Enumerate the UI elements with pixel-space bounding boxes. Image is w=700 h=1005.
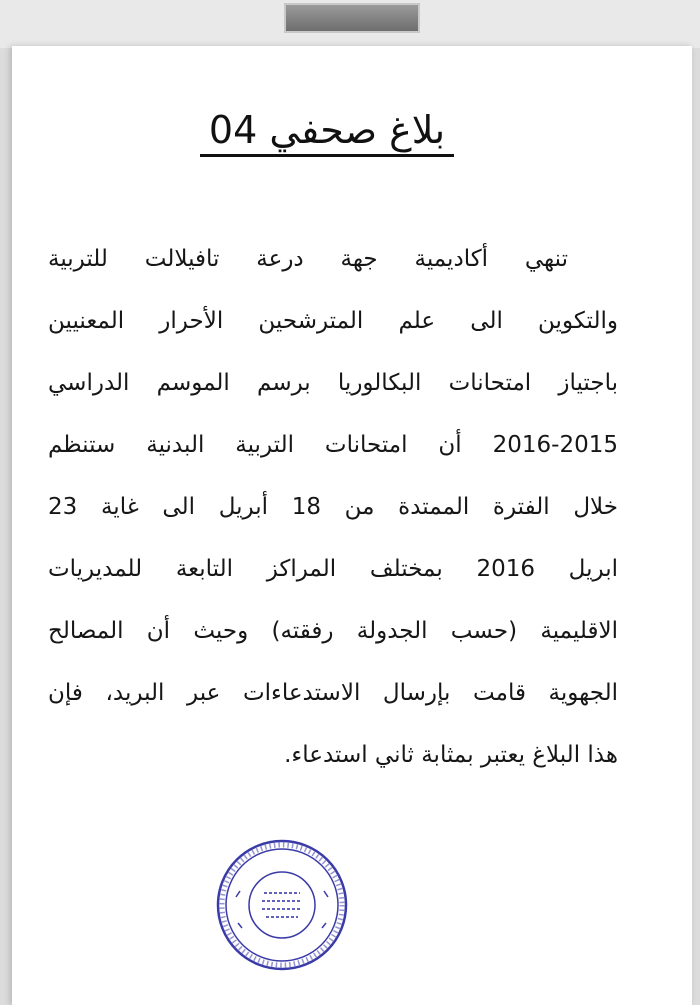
title-underline: [200, 154, 454, 157]
body-line: تنهي أكاديمية جهة درعة تافيلالت للتربية: [48, 246, 568, 272]
announcement-body: [48, 228, 618, 786]
body-line: 2016-2015 أن امتحانات التربية البدنية ستنظم: [48, 432, 618, 458]
body-line: خلال الفترة الممتدة من 18 أبريل الى غاية 23: [48, 494, 618, 520]
official-stamp: [212, 835, 352, 975]
body-line: هذا البلاغ يعتبر بمثابة ثاني استدعاء.: [284, 742, 618, 768]
body-line: الجهوية قامت بإرسال الاستدعاءات عبر البريد، فإن: [48, 680, 618, 706]
body-line: ابريل 2016 بمختلف المراكز التابعة للمديريات: [48, 556, 618, 582]
body-line: الاقليمية (حسب الجدولة رفقته) وحيث أن المصالح: [48, 618, 618, 644]
document-page: [12, 46, 692, 1005]
body-line: والتكوين الى علم المترشحين الأحرار المعنيين: [48, 308, 618, 334]
body-line: باجتياز امتحانات البكالوريا برسم الموسم الدراسي: [48, 370, 618, 396]
clipboard-clip: [284, 3, 420, 33]
document-title: بلاغ صحفي 04: [208, 108, 446, 152]
